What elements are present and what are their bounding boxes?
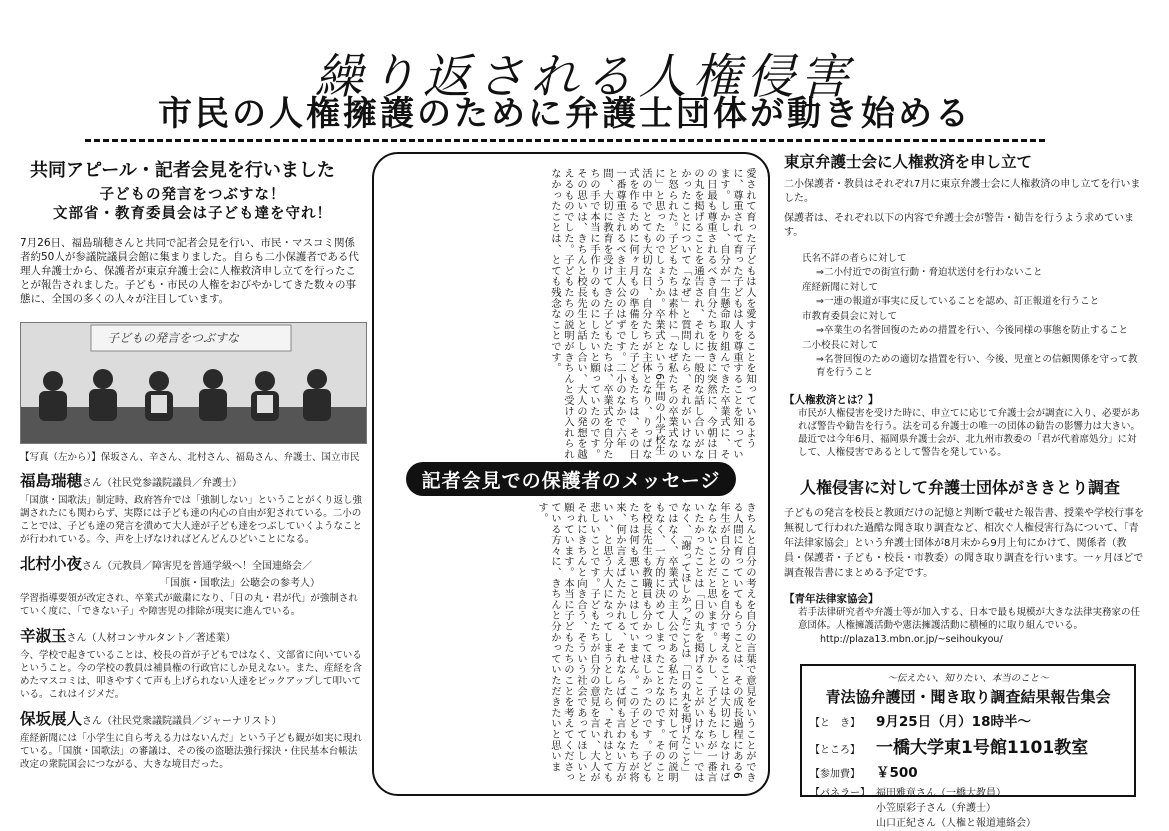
- demand-target: 氏名不詳の者らに対して: [802, 253, 907, 264]
- person-fukushima: [20, 469, 365, 546]
- bar-association-para-1: 二小保護者・教員はそれぞれ7月に東京弁護士会に人権救済の申し立てを行いました。: [784, 179, 1141, 204]
- person-honorific: さん: [66, 633, 87, 644]
- sub-title: 市民の人権擁護のために弁護士団体が動き始める: [85, 86, 1045, 142]
- event-panelists: [876, 786, 1036, 831]
- person-role: （社民党参議院議員／弁護士）: [102, 478, 243, 489]
- human-rights-relief-heading: 【人権救済とは？】: [784, 393, 879, 406]
- event-fee-label: 【参加費】: [810, 769, 860, 780]
- right-column: [784, 150, 1144, 645]
- slogan-2: 文部省・教育委員会は子ども達を守れ！: [53, 206, 332, 222]
- event-place-value: 一橋大学東1号館1101教室: [876, 738, 1089, 758]
- seihoukyou-heading: 【青年法律家協会】: [784, 592, 879, 605]
- demand-content: ⇒二小付近での街宣行動・脅迫状送付を行わないこと: [816, 266, 1043, 278]
- demand-content: ⇒名誉回復のための適切な措置を行い、今後、児童との信頼関係を守って教育を行うこと: [816, 353, 1138, 378]
- person-honorific: さん: [82, 716, 103, 727]
- demand-content: ⇒一連の報道が事実に反していることを認め、訂正報道を行うこと: [816, 295, 1100, 307]
- person-name: 辛淑玉: [20, 627, 67, 645]
- seihoukyou-url[interactable]: http://plaza13.mbn.or.jp/~seihoukyou/: [820, 633, 1003, 645]
- event-panel-label: 【パネラー】: [810, 788, 870, 799]
- event-fee-row: [810, 761, 1126, 781]
- demand-content: ⇒卒業生の名誉回復のための措置を行い、今後同様の事態を防止すること: [816, 324, 1128, 336]
- event-panel-row: [810, 784, 1126, 831]
- panelist: 福田雅章さん（一橋大教員）: [876, 788, 1006, 799]
- event-announcement: [800, 664, 1136, 829]
- person-comment: 学習指導要領が改定され、卒業式が厳粛になり、「日の丸・君が代」が強制されていく度に、「できない子」や障害児の排除が現実に進んでいる。: [20, 593, 358, 617]
- human-rights-relief-text: 市民が人権侵害を受けた時に、申立てに応じて弁護士会が調査に入り、必要があれば警告や勧告を行う。法を司る弁護士の唯一の団体の勧告の影響力は大きい。最近では今年6月、福岡県弁護士会が、北九州市教委の「君が代着席処分」に対して、人権侵害であるとして警告を発している。: [798, 407, 1141, 458]
- person-comment: 産経新聞には「小学生に自ら考える力はないんだ」という子ども観が如実に現れている。「国旗・国歌法」の審議は、その後の盗聴法強行採決・住民基本台帳法改定の衆院国会につながる、大きな境目だった。: [20, 733, 363, 770]
- event-date-value: 9月25日（月）18時半〜: [876, 714, 1031, 730]
- photo-banner-text: 子どもの発言をつぶすな: [107, 331, 240, 345]
- person-honorific: さん: [82, 478, 103, 489]
- event-date-label: 【と き】: [810, 718, 860, 729]
- hearing-survey-text: 子どもの発言を校長と教頭だけの記憶と判断で載せた報告書、授業や学校行事を無視して行われた過酷な聞き取り調査など、相次ぐ人権侵害行為について、「青年法律家協会」という弁護士団体が8月末から9月上旬にかけて、関係者（教員・保護者・子ども・校長・市教委）の聞き取り調査を行います。一ヶ月ほどで調査報告書にまとめる予定です。: [784, 507, 1144, 579]
- parent-message-bottom: きちんと自分の考えを自分の言葉で意見をいうことができる人間に育っていてもらうことは、その成長過程にある6年生が自分のことを自分で考えることは大切にしなければならないことだと思います。しかし、子どもたちが一番言いたかったことは「日の丸を掲げることがいけない」ではなく、「謝ってほしかったことは「日の丸を掲げたこと」ではなく、卒業式の主人公である私たちに対して何の説明もなく、一方的に決めてしまったことなのです。そのことを校長先生も教職員も分かってほしかったのです。子どもたちは何も悪いことはしていません。この子どもたちが将来、何か言えばたたかれる、それならば何も言わない方がいい、と思う大人になってしまうとしたら、それはとても悲しいことです。子どもたちが自分の意見を言い、大人がそれにきちんと向き合う、そういう社会であってほしいと願っています。本当に子どもたちのことを考えてくださっている方々に、きちんと分かっていただきたいと思います。: [536, 502, 756, 783]
- demand-target: 二小校長に対して: [802, 340, 879, 351]
- photo-caption: 【写真（左から）】保坂さん、辛さん、北村さん、福島さん、弁護士、国立市民: [20, 452, 360, 463]
- parent-message-box: [372, 152, 770, 796]
- demand-list: [802, 252, 1144, 380]
- person-name: 保坂展人: [20, 710, 83, 728]
- event-place-row: [810, 733, 1126, 758]
- main-title: 繰り返される人権侵害: [314, 49, 855, 105]
- person-honorific: さん: [82, 561, 103, 572]
- person-role-continued: 「国旗・国歌法」公聴会の参考人）: [160, 578, 320, 589]
- bar-association-heading: 東京弁護士会に人権救済を申し立て: [784, 153, 1033, 171]
- bar-association-para-2: 保護者は、それぞれ以下の内容で弁護士会が警告・勧告を行うよう求めています。: [784, 213, 1134, 238]
- parent-message-top: 愛されて育った子どもは人を愛することを知っているように、尊重されて育った子どもは人を尊重することを知っています。しかし、自分が一生懸命取り組んできた卒業式に、その日最も尊重されるべき自分たちを抜きに突然に、今朝は日の丸を掲げることを通告され、それに一般的な話し合いがなかったことについて「なぜ」と質問したら、それがいけないと怒られた。子どもたちは素朴に「なぜ私たちの卒業式なのに」と思ったのでしょうか。卒業式という6年間の小学校生活の中でとても大切な日、自分たちが主体となり、りっぱな式を作るために何ヶ月もの準備をした子どもたちは、その日一番尊重されるべき主人公のはずです。二小のなかで六年間、大切に教育を受けてきた子どもたちは、卒業式を自分たちの手で本当に手作りのものにしたいと願っていたのです。その思いは、きちんと校長先生と話し合い、大人の発想を越えるものでした。子どもたちの説明がきちんと受け入れられなかったことは、とても残念なことです。: [549, 168, 756, 460]
- person-comment: 「国旗・国歌法」制定時、政府答弁では「強制しない」ということがくり返し強調されたにも関わらず、実際には子ども達の内心の自由が犯されている。二小のことでは、子ども達の発言を潰めて大人達が子ども達をつぶしていくようなことが行われている。今、声を上げなければどんどんひどいことになる。: [20, 495, 363, 545]
- event-place-label: 【ところ】: [810, 745, 860, 756]
- panelist: 小笠原彩子さん（弁護士）: [876, 803, 996, 814]
- hearing-survey-heading: 人権侵害に対して弁護士団体がききとり調査: [800, 477, 1121, 497]
- person-role: （元教員／障害児を普通学級へ！全国連絡会／: [102, 561, 313, 572]
- event-fee-value: ￥500: [876, 765, 918, 781]
- slogan-1: 子どもの発言をつぶすな！: [99, 187, 286, 203]
- event-date-row: [810, 710, 1126, 730]
- event-title: 青法協弁護団・聞き取り調査結果報告集会: [825, 688, 1111, 706]
- parent-message-banner: 記者会見での保護者のメッセージ: [406, 462, 736, 496]
- appeal-heading: 共同アピール・記者会見を行いました: [30, 160, 335, 181]
- person-role: （社民党衆議院議員／ジャーナリスト）: [102, 716, 282, 727]
- left-column: [20, 156, 365, 771]
- person-name: 北村小夜: [20, 555, 83, 573]
- person-name: 福島瑞穂: [20, 472, 83, 490]
- person-comment: 今、学校で起きていることは、校長の首が子どもではなく、文部省に向いているということ。今の学校の教員は補員権の行政官にしか見えない。また、産経を含めたマスコミは、叩きやすくて声も上げられない人達をピックアップして叩いている。これはイジメだ。: [20, 650, 363, 700]
- person-hosaka: [20, 707, 365, 771]
- event-tagline: 〜伝えたい、知りたい、本当のこと〜: [887, 673, 1049, 684]
- panelist: 山口正紀さん（人権と報道連絡会）: [876, 818, 1036, 829]
- press-conference-intro: 7月26日、福島瑞穂さんと共同で記者会見を行い、市民・マスコミ関係者約50人が参議院議員会館に集まりました。自らも二小保護者である代理人弁護士から、保護者が東京弁護士会に人権救済申し立てを行ったことが報告されました。子ども・市民の人権をおびやかしてきた数々の事態に、全国の多くの人々が注目しています。: [20, 237, 359, 305]
- person-shin: [20, 624, 365, 701]
- demand-target: 産経新聞に対して: [802, 282, 879, 293]
- seihoukyou-text: 若手法律研究者や弁護士等が加入する、日本で最も規模が大きな法律実務家の任意団体。人権擁護活動や憲法擁護活動に積極的に取り組んでいる。: [798, 606, 1141, 631]
- person-kitamura: [20, 552, 365, 618]
- press-conference-photo: [20, 322, 367, 444]
- demand-target: 市教育委員会に対して: [802, 311, 898, 322]
- person-role: （人材コンサルタント／著述業）: [86, 633, 236, 644]
